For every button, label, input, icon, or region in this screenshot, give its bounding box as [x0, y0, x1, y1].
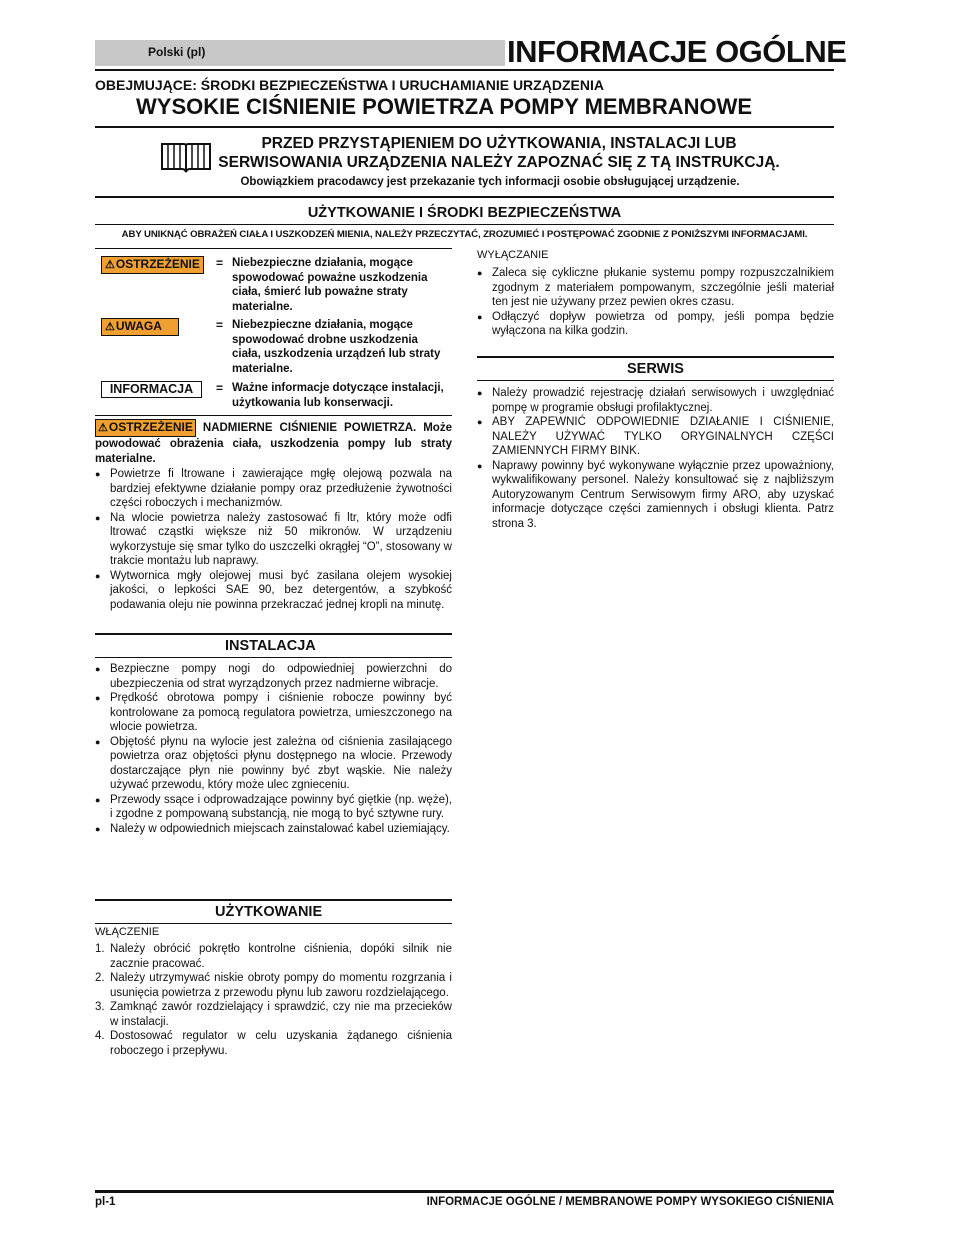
notice-subtext: Obowiązkiem pracodawcy jest przekazanie tych informacji osobie obsługującej urządzenie.: [240, 176, 740, 188]
list-item: ● Odłączyć dopływ powietrza od pompy, jeśli pompa będzie wyłączona na kilka godzin.: [477, 310, 834, 339]
equals-sign: =: [216, 318, 224, 332]
equals-sign: =: [216, 256, 224, 270]
page-title: INFORMACJE OGÓLNE: [507, 34, 847, 69]
list-item: ● Powietrze fi ltrowane i zawierające mgłę olejową pozwala na bardziej efektywne działanie pompy oraz przedłużenie żywotności części roboczych i mechanizmów.: [95, 467, 452, 511]
list-item: [95, 1029, 452, 1058]
divider: [95, 126, 834, 128]
subtitle: OBEJMUJĄCE: ŚRODKI BEZPIECZEŃSTWA I URUCHAMIANIE URZĄDZENIA: [95, 77, 604, 93]
legend-desc-notice: Ważne informacje dotyczące instalacji, użytkowania lub konserwacji.: [232, 382, 444, 409]
warning-badge: [101, 256, 204, 274]
section-heading-service: SERWIS: [627, 361, 684, 377]
list-item: ● Należy prowadzić rejestrację działań serwisowych i uwzględniać pompę w programie obsługi profilaktycznej.: [477, 386, 834, 415]
section-heading-safety: UŻYTKOWANIE I ŚRODKI BEZPIECZEŃSTWA: [307, 205, 622, 221]
list-item: [95, 942, 452, 971]
list-item: ● ABY ZAPEWNIĆ ODPOWIEDNIE DZIAŁANIE I CIŚNIENIE, NALEŻY UŻYWAĆ TYLKO ORYGINALNYCH CZĘŚCI ZAMIENNYCH FIRMY BINK.: [477, 415, 834, 459]
legend-desc-warning: Niebezpieczne działania, mogące spowodować poważne uszkodzenia ciała, śmierć lub poważne straty materialne.: [232, 257, 428, 313]
list-item: [95, 1000, 452, 1029]
document-title: WYSOKIE CIŚNIENIE POWIETRZA POMPY MEMBRANOWE: [136, 94, 753, 119]
pressure-warning: [95, 419, 452, 466]
divider: [95, 224, 834, 225]
step-number: 1.: [95, 943, 105, 955]
badge-label: UWAGA: [115, 319, 162, 333]
shutdown-bullets: [477, 266, 834, 339]
list-item: ● Na wlocie powietrza należy zastosować fi ltr, który może odfi ltrować cząstki większe niż 50 mikronów. W urządzeniu wykorzystuje się smar tylko do uszczelki okrągłej “O”, stosowany w trakcie montażu lub naprawy.: [95, 511, 452, 569]
divider: [95, 196, 834, 198]
step-number: 4.: [95, 1030, 105, 1042]
divider: [477, 380, 834, 381]
divider: [95, 899, 452, 901]
notice-line-1: PRZED PRZYSTĄPIENIEM DO UŻYTKOWANIA, INSTALACJI LUB: [261, 135, 737, 152]
shutdown-label: WYŁĄCZANIE: [477, 249, 549, 261]
step-text: Zamknąć zawór rozdzielający i sprawdzić, czy nie ma przecieków w instalacji.: [110, 1001, 452, 1028]
installation-bullets: [95, 662, 452, 836]
safety-bullets: [95, 467, 452, 612]
divider: [95, 923, 452, 924]
book-icon: [160, 140, 212, 174]
warning-triangle-icon: ⚠: [98, 422, 108, 434]
warning-badge: [95, 419, 196, 437]
safety-instruction: ABY UNIKNĄĆ OBRAŻEŃ CIAŁA I USZKODZEŃ MIENIA, NALEŻY PRZECZYTAĆ, ZROZUMIEĆ I POSTĘPOWAĆ ZGODNIE Z PONIŻSZYMI INFORMACJAMI.: [121, 229, 808, 240]
step-number: 3.: [95, 1001, 105, 1013]
list-item: ● Wytwornica mgły olejowej musi być zasilana olejem wysokiej jakości, o lepkości SAE 90, bez detergentów, a szybkość podawania oleju nie powinna przekraczać jednej kropli na minutę.: [95, 569, 452, 613]
notice-badge: INFORMACJA: [101, 381, 202, 398]
footer-divider: [95, 1190, 834, 1193]
notice-heading: [214, 134, 784, 172]
divider: [95, 657, 452, 658]
footer-title: INFORMACJE OGÓLNE / MEMBRANOWE POMPY WYSOKIEGO CIŚNIENIA: [426, 1196, 834, 1208]
warning-triangle-icon: ⚠: [105, 321, 115, 333]
caution-badge: [101, 318, 179, 336]
step-text: Należy obrócić pokrętło kontrolne ciśnienia, dopóki silnik nie zacznie pracować.: [110, 943, 452, 970]
legend-desc-caution: Niebezpieczne działania, mogące spowodować drobne uszkodzenia ciała, uszkodzenia urządzeń lub straty materialne.: [232, 319, 441, 375]
list-item: ● Prędkość obrotowa pompy i ciśnienie robocze powinny być kontrolowane za pomocą regulatora powietrza, umieszczonego na wlocie powietrza.: [95, 691, 452, 735]
startup-label: WŁĄCZENIE: [95, 926, 160, 938]
list-item: ● Objętość płynu na wylocie jest zależna od ciśnienia zasilającego powietrza oraz objętości płynu dostępnego na wlocie. Przewody dostarczające płyn nie powinny być zbyt wąskie. Nie należy używać przewodu, który może ulec zgnieceniu.: [95, 735, 452, 793]
divider: [95, 633, 452, 635]
notice-line-2: SERWISOWANIA URZĄDZENIA NALEŻY ZAPOZNAĆ SIĘ Z TĄ INSTRUKCJĄ.: [218, 154, 780, 171]
service-bullets: [477, 386, 834, 531]
warning-text: NADMIERNE CIŚNIENIE POWIETRZA. Może powodować obrażenia ciała, uszkodzenia pompy lub straty materialne.: [95, 422, 452, 465]
list-item: ● Przewody ssące i odprowadzające powinny być giętkie (np. węże), i zgodne z pompowaną substancją, nie mogą to być sztywne rury.: [95, 793, 452, 822]
badge-label: OSTRZEŻENIE: [108, 420, 193, 434]
section-heading-installation: INSTALACJA: [225, 638, 316, 654]
list-item: [95, 971, 452, 1000]
language-label: Polski (pl): [148, 45, 206, 59]
list-item: ● Bezpieczne pompy nogi do odpowiedniej powierzchni do ubezpieczenia od strat wyrządzonych przez nadmierne wibracje.: [95, 662, 452, 691]
list-item: ● Należy w odpowiednich miejscach zainstalować kabel uziemiający.: [95, 822, 452, 837]
startup-steps: [95, 942, 452, 1058]
step-text: Należy utrzymywać niskie obroty pompy do momentu rozgrzania i usunięcia powietrza z przewodu płynu lub zaworu rozdzielającego.: [110, 972, 452, 999]
badge-label: OSTRZEŻENIE: [115, 257, 200, 271]
list-item: ● Naprawy powinny być wykonywane wyłącznie przez upoważniony, wykwalifikowany personel. Należy konsultować się z najbliższym Autoryzowanym Centrum Serwisowym firmy ARO, aby uzyskać informacje dotyczące części zamiennych i obsługi klienta. Patrz strona 3.: [477, 459, 834, 532]
warning-triangle-icon: ⚠: [105, 259, 115, 271]
divider: [95, 69, 834, 71]
divider: [477, 356, 834, 358]
step-text: Dostosować regulator w celu uzyskania żądanego ciśnienia roboczego i przepływu.: [110, 1030, 452, 1057]
section-heading-operation: UŻYTKOWANIE: [215, 904, 323, 920]
step-number: 2.: [95, 972, 105, 984]
page-number: pl-1: [95, 1196, 116, 1208]
equals-sign: =: [216, 381, 224, 395]
list-item: ● Zaleca się cykliczne płukanie systemu pompy rozpuszczalnikiem zgodnym z materiałem pompowanym, szczególnie jeśli materiał ten jest nie używany przez pewien okres czasu.: [477, 266, 834, 310]
